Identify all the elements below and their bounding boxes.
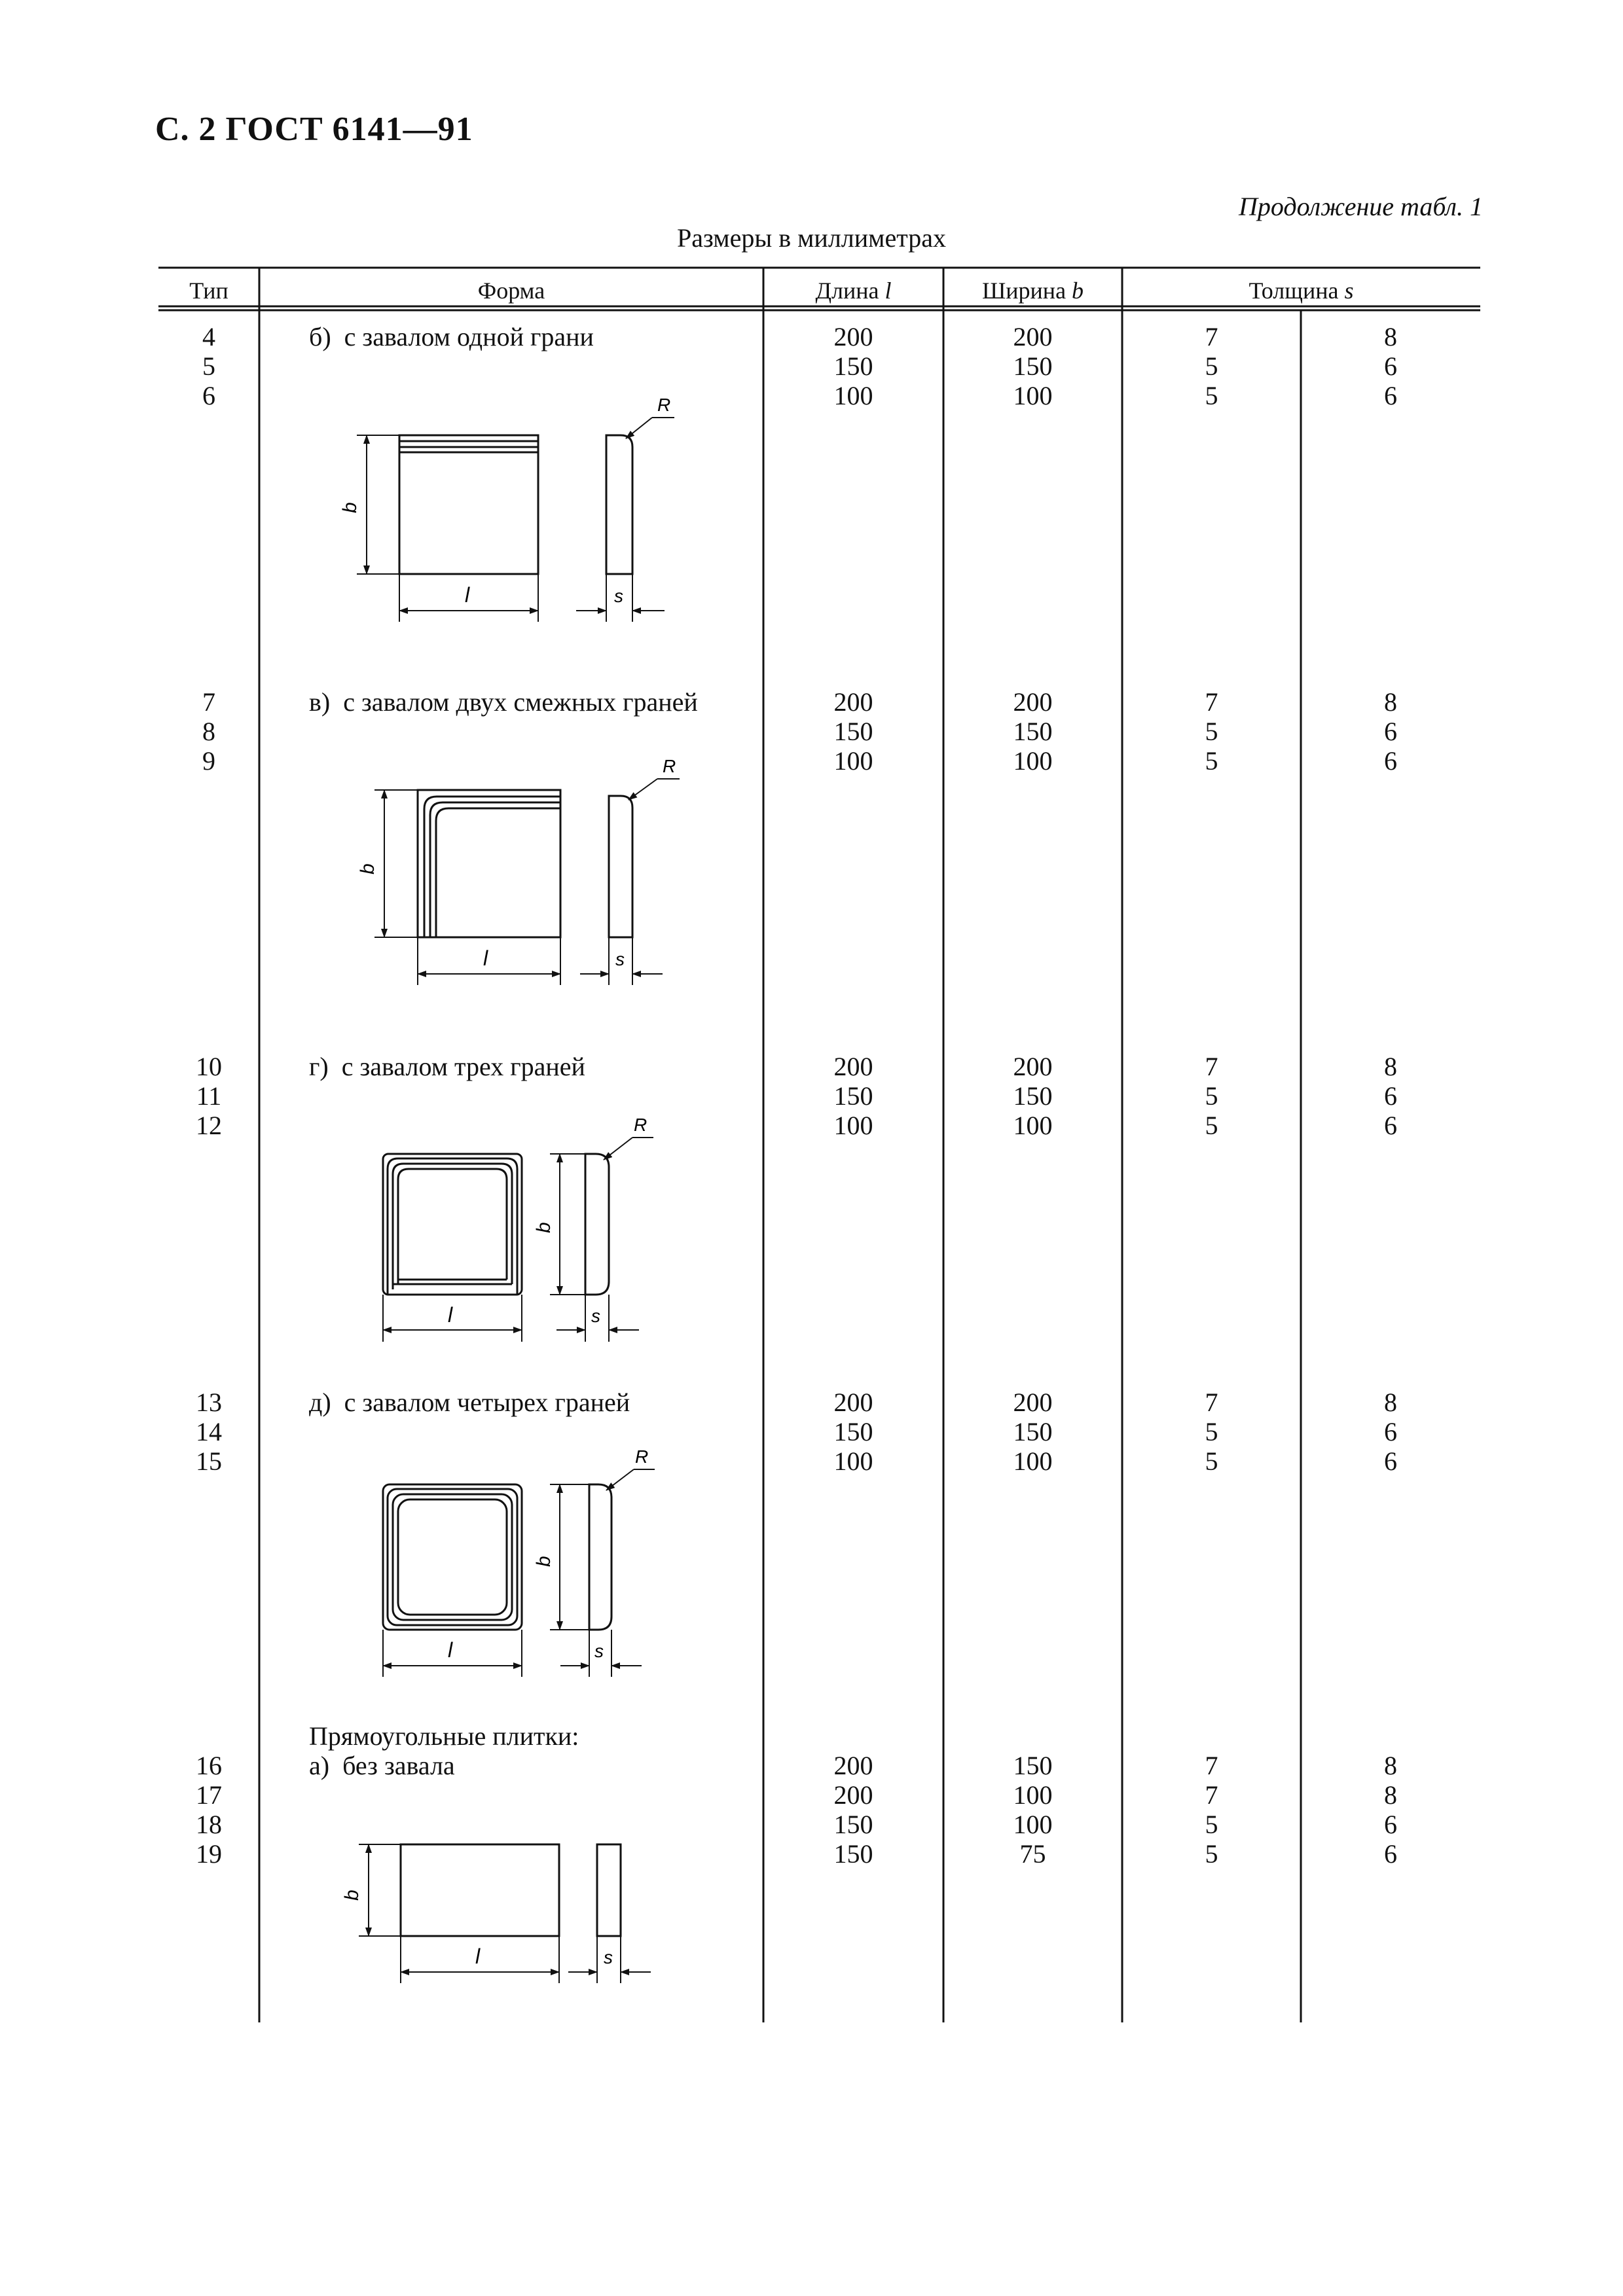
- col-header-type: Тип: [189, 278, 228, 304]
- col-header-length-text: Длина: [815, 278, 879, 304]
- drawing-1-label-r: R: [657, 395, 671, 415]
- drawing-1-label-s: s: [614, 586, 623, 606]
- drawing-three-edges: [383, 1138, 653, 1342]
- thickness-max-group-4: 8 6 6: [1384, 1388, 1397, 1476]
- drawing-3-label-b: b: [533, 1222, 555, 1233]
- width-group-5: 150 100 100 75: [1013, 1751, 1053, 1869]
- types-group-1: 4 5 6: [202, 322, 215, 410]
- units-note: Размеры в миллиметрах: [677, 223, 946, 253]
- form-desc-group-4: д) с завалом четырех граней: [309, 1388, 630, 1417]
- length-group-4: 200 150 100: [833, 1388, 873, 1476]
- thickness-min-group-3: 7 5 5: [1205, 1052, 1218, 1140]
- width-group-2: 200 150 100: [1013, 687, 1053, 776]
- types-group-5: 16 17 18 19: [196, 1751, 222, 1869]
- thickness-max-group-5: 8 8 6 6: [1384, 1751, 1397, 1869]
- drawing-5-label-b: b: [341, 1890, 363, 1901]
- width-group-3: 200 150 100: [1013, 1052, 1053, 1140]
- form-heading-rectangular: Прямоугольные плитки:: [309, 1721, 579, 1751]
- drawing-2-label-s: s: [615, 949, 625, 969]
- width-group-1: 200 150 100: [1013, 322, 1053, 410]
- width-group-4: 200 150 100: [1013, 1388, 1053, 1476]
- drawing-5-label-l: l: [475, 1945, 481, 1968]
- length-group-5: 200 200 150 150: [833, 1751, 873, 1869]
- table-continuation-note: Продолжение табл. 1: [1238, 192, 1483, 221]
- form-desc-group-5: а) без завала: [309, 1751, 455, 1780]
- thickness-max-group-3: 8 6 6: [1384, 1052, 1397, 1140]
- length-group-1: 200 150 100: [833, 322, 873, 410]
- thickness-min-group-4: 7 5 5: [1205, 1388, 1218, 1476]
- thickness-min-group-1: 7 5 5: [1205, 322, 1218, 410]
- drawing-2-label-b: b: [357, 863, 378, 874]
- drawing-1-label-b: b: [339, 502, 361, 513]
- col-header-form: Форма: [477, 278, 545, 304]
- col-header-width-symbol: b: [1072, 278, 1084, 304]
- thickness-min-group-5: 7 7 5 5: [1205, 1751, 1218, 1869]
- col-header-width-text: Ширина: [981, 278, 1067, 304]
- drawing-3-label-s: s: [591, 1306, 600, 1326]
- drawing-4-label-r: R: [635, 1446, 649, 1467]
- drawing-four-edges: [383, 1469, 655, 1677]
- col-header-thickness-symbol: s: [1344, 278, 1354, 304]
- drawing-3-label-r: R: [634, 1115, 647, 1135]
- page-header: С. 2 ГОСТ 6141—91: [155, 111, 473, 148]
- drawing-4-label-b: b: [533, 1556, 555, 1567]
- form-desc-group-3: г) с завалом трех граней: [309, 1052, 585, 1081]
- drawing-2-label-r: R: [663, 756, 676, 776]
- drawing-one-edge: [357, 418, 674, 622]
- types-group-2: 7 8 9: [202, 687, 215, 776]
- form-desc-group-2: в) с завалом двух смежных граней: [309, 687, 698, 717]
- drawing-4-label-s: s: [594, 1641, 604, 1661]
- drawing-1-label-l: l: [465, 583, 470, 607]
- col-header-thickness-text: Толщина: [1249, 278, 1339, 304]
- thickness-max-group-1: 8 6 6: [1384, 322, 1397, 410]
- types-group-4: 13 14 15: [196, 1388, 222, 1476]
- types-group-3: 10 11 12: [196, 1052, 222, 1140]
- drawing-4-label-l: l: [448, 1638, 453, 1662]
- thickness-max-group-2: 8 6 6: [1384, 687, 1397, 776]
- thickness-min-group-2: 7 5 5: [1205, 687, 1218, 776]
- length-group-2: 200 150 100: [833, 687, 873, 776]
- drawing-3-label-l: l: [448, 1303, 453, 1327]
- length-group-3: 200 150 100: [833, 1052, 873, 1140]
- form-desc-group-1: б) с завалом одной грани: [309, 322, 594, 351]
- drawing-5-label-s: s: [604, 1947, 613, 1967]
- drawing-two-edges: [374, 779, 680, 985]
- drawing-2-label-l: l: [483, 946, 488, 970]
- col-header-length-symbol: l: [884, 278, 892, 304]
